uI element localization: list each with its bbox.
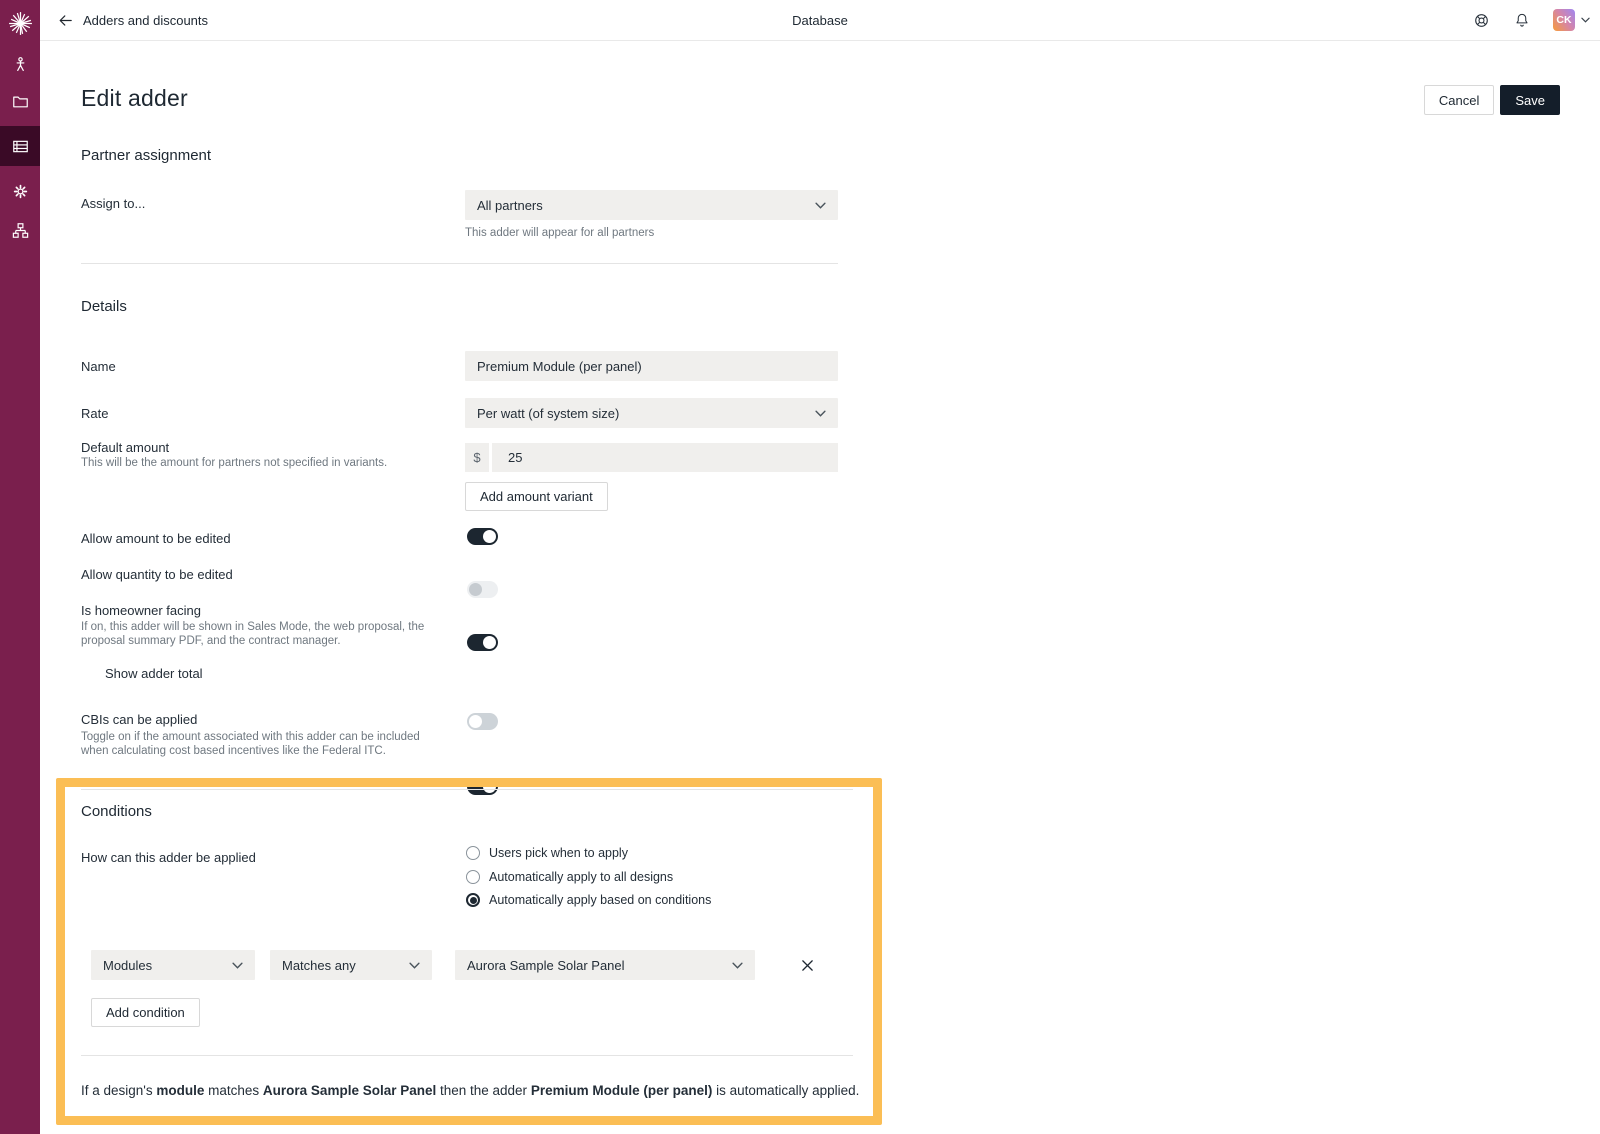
chevron-down-icon	[815, 410, 826, 417]
radio-users-pick[interactable]	[466, 846, 628, 860]
condition-field-select[interactable]	[91, 950, 255, 980]
radio-all-designs-label: Automatically apply to all designs	[489, 870, 674, 884]
allow-quantity-label: Allow quantity to be edited	[81, 567, 233, 582]
cancel-button[interactable]: Cancel	[1424, 85, 1494, 115]
radio-circle[interactable]	[466, 846, 480, 860]
show-adder-total-label: Show adder total	[105, 666, 203, 681]
conditions-heading: Conditions	[81, 803, 152, 820]
notifications-bell-icon[interactable]	[1513, 11, 1531, 29]
apply-mode-label: How can this adder be applied	[81, 850, 256, 865]
condition-operator-value: Matches any	[282, 957, 356, 973]
rate-label: Rate	[81, 406, 109, 421]
section-divider	[81, 789, 853, 790]
back-arrow-icon[interactable]	[57, 12, 74, 29]
save-button[interactable]: Save	[1500, 85, 1560, 115]
radio-circle-selected[interactable]	[466, 893, 480, 907]
name-label: Name	[81, 359, 116, 374]
summary-text: then the adder	[436, 1083, 531, 1098]
breadcrumb-back-label[interactable]: Adders and discounts	[83, 12, 209, 28]
help-icon[interactable]	[1472, 11, 1491, 30]
radio-based-on-conditions[interactable]	[466, 893, 711, 907]
sidebar-item-org-sitemap-icon[interactable]	[0, 210, 40, 250]
section-divider	[81, 263, 838, 264]
name-value: Premium Module (per panel)	[477, 358, 642, 374]
page-title: Edit adder	[81, 85, 188, 111]
chevron-down-icon	[232, 962, 243, 969]
aurora-logo-icon[interactable]	[0, 3, 40, 43]
add-condition-button[interactable]: Add condition	[91, 998, 200, 1027]
default-amount-value: 25	[508, 450, 523, 465]
sidebar-item-database-table-icon[interactable]	[0, 126, 40, 166]
details-heading: Details	[81, 298, 127, 315]
remove-condition-button[interactable]	[795, 953, 819, 977]
chevron-down-icon	[732, 962, 743, 969]
summary-text: is automatically applied.	[712, 1083, 860, 1098]
allow-quantity-toggle[interactable]	[467, 581, 498, 598]
cbi-label: CBIs can be applied	[81, 712, 198, 727]
user-avatar[interactable]	[1553, 9, 1575, 31]
summary-adder-name: Premium Module (per panel)	[530, 1083, 713, 1098]
partner-assignment-heading: Partner assignment	[81, 147, 212, 164]
show-adder-total-toggle[interactable]	[467, 713, 498, 730]
default-amount-input[interactable]	[492, 443, 838, 472]
allow-amount-toggle[interactable]	[467, 528, 498, 545]
summary-panel-name: Aurora Sample Solar Panel	[262, 1083, 437, 1098]
homeowner-facing-helper: If on, this adder will be shown in Sales Mode, the web proposal, the proposal summary PDF, and the contract manager.	[81, 621, 425, 647]
assign-to-value: All partners	[477, 197, 543, 213]
condition-operator-select[interactable]	[270, 950, 432, 980]
homeowner-facing-label: Is homeowner facing	[81, 603, 201, 618]
sidebar	[0, 0, 40, 1134]
sidebar-item-projects-folder-icon[interactable]	[0, 81, 40, 121]
default-amount-helper: This will be the amount for partners not specified in variants.	[81, 457, 388, 469]
sidebar-item-settings-gear-icon[interactable]	[0, 171, 40, 211]
radio-all-designs[interactable]	[466, 870, 673, 884]
close-icon	[801, 959, 814, 972]
cbi-toggle[interactable]	[467, 778, 498, 795]
chevron-down-icon	[815, 202, 826, 209]
summary-module: module	[156, 1083, 205, 1098]
default-amount-label: Default amount	[81, 440, 170, 455]
currency-prefix: $	[465, 443, 489, 472]
allow-amount-label: Allow amount to be edited	[81, 531, 231, 546]
conditions-divider	[81, 1055, 853, 1056]
account-chevron-down-icon[interactable]	[1581, 17, 1590, 23]
topbar-center-title: Database	[792, 12, 848, 28]
assign-to-label: Assign to...	[81, 196, 146, 211]
cbi-helper: Toggle on if the amount associated with this adder can be included when calculating cost based incentives like the Federal ITC.	[81, 731, 420, 757]
condition-field-value: Modules	[103, 957, 153, 973]
rate-select[interactable]	[465, 398, 838, 428]
radio-based-on-conditions-label: Automatically apply based on conditions	[489, 893, 712, 907]
condition-value-select[interactable]	[455, 950, 755, 980]
radio-users-pick-label: Users pick when to apply	[489, 846, 628, 860]
radio-circle[interactable]	[466, 870, 480, 884]
homeowner-facing-toggle[interactable]	[467, 634, 498, 651]
add-amount-variant-button[interactable]: Add amount variant	[465, 482, 608, 511]
assign-to-helper: This adder will appear for all partners	[465, 227, 655, 239]
avatar-initials: CK	[1556, 14, 1572, 26]
sidebar-item-sales-person-icon[interactable]	[0, 44, 40, 84]
summary-text: If a design's	[81, 1083, 157, 1098]
name-input[interactable]	[465, 351, 838, 381]
condition-summary	[81, 1083, 861, 1098]
topbar	[40, 0, 1600, 41]
summary-text: matches	[204, 1083, 263, 1098]
condition-value-value: Aurora Sample Solar Panel	[467, 957, 625, 973]
assign-to-select[interactable]	[465, 190, 838, 220]
chevron-down-icon	[409, 962, 420, 969]
rate-value: Per watt (of system size)	[477, 405, 620, 421]
